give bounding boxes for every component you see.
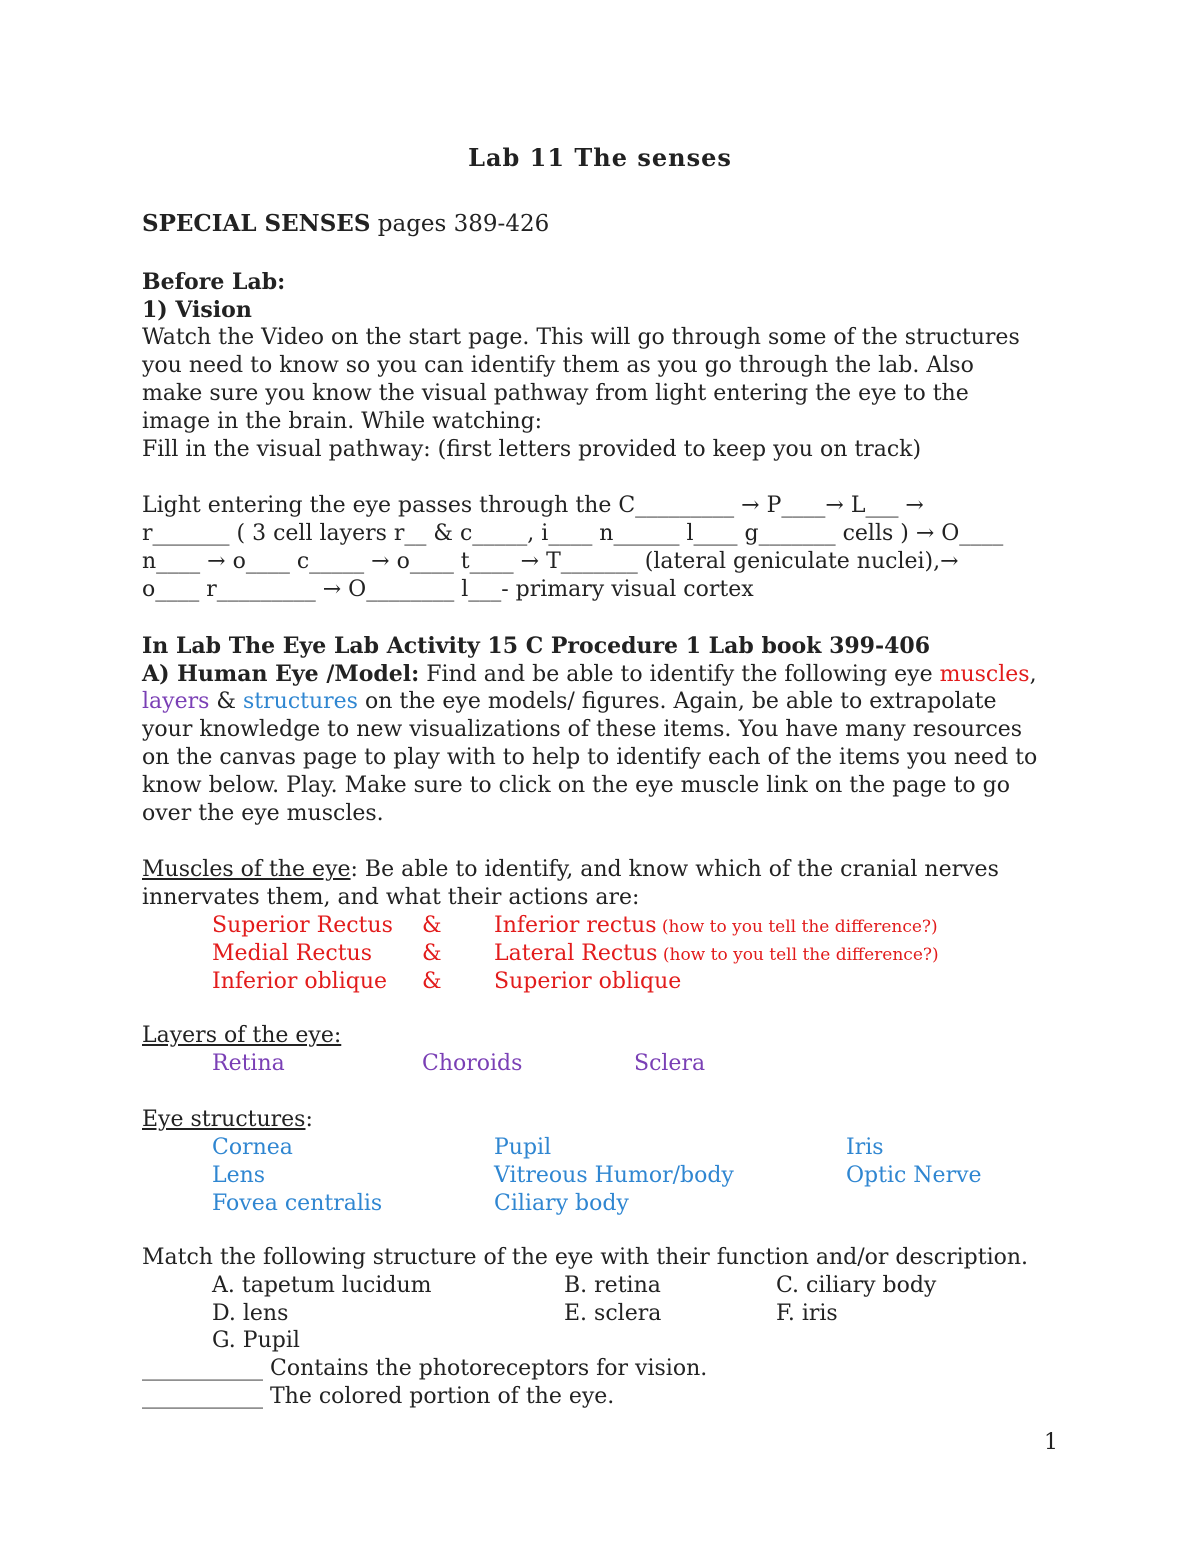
- before-lab-heading: Before Lab:: [142, 269, 286, 295]
- vision-paragraph-line: Fill in the visual pathway: (first letters provided to keep you on track): [142, 437, 922, 462]
- human-eye-line: over the eye muscles.: [142, 801, 384, 826]
- muscles-label: Muscles of the eye: [142, 857, 351, 882]
- human-eye-line: know below. Play. Make sure to click on the eye muscle link on the page to go: [142, 773, 1010, 798]
- human-eye-line: your knowledge to new visualizations of these items. You have many resources: [142, 717, 1023, 742]
- in-lab-heading: In Lab The Eye Lab Activity 15 C Procedure 1 Lab book 399-406: [142, 633, 931, 659]
- structures-colon: :: [305, 1107, 313, 1132]
- muscles-intro-line-1: [142, 856, 999, 884]
- layers-word: layers: [142, 689, 210, 714]
- vision-paragraph-line: you need to know so you can identify them as you go through the lab. Also: [142, 353, 974, 378]
- muscle-note: (how to you tell the difference?): [657, 945, 939, 965]
- match-intro: Match the following structure of the eye with their function and/or description.: [142, 1245, 1029, 1270]
- structure-item: Ciliary body: [494, 1191, 629, 1216]
- match-question: ___________ Contains the photoreceptors for vision.: [142, 1356, 708, 1381]
- page-number: 1: [1044, 1430, 1058, 1455]
- muscle-amp: &: [422, 941, 442, 966]
- special-senses-pages: pages 389-426: [370, 211, 550, 237]
- structure-item: Iris: [846, 1135, 884, 1160]
- human-eye-text: &: [209, 689, 243, 714]
- structure-item: Optic Nerve: [846, 1163, 982, 1188]
- muscle-right: [494, 912, 938, 941]
- muscle-left: Medial Rectus: [212, 941, 373, 966]
- muscle-right-label: Lateral Rectus: [494, 941, 658, 966]
- muscles-word: muscles: [939, 662, 1030, 687]
- structure-item: Fovea centralis: [212, 1191, 383, 1216]
- layer-item: Choroids: [422, 1051, 523, 1076]
- layers-label: Layers of the eye:: [142, 1023, 342, 1048]
- match-option: F. iris: [776, 1301, 838, 1326]
- special-senses-line: [142, 210, 549, 238]
- human-eye-text: Find and be able to identify the following eye: [419, 662, 940, 687]
- muscles-desc: innervates them, and what their actions are:: [142, 885, 640, 910]
- human-eye-label: A) Human Eye /Model:: [142, 661, 420, 687]
- muscles-desc: : Be able to identify, and know which of the cranial nerves: [350, 857, 999, 882]
- match-question: ___________ The colored portion of the eye.: [142, 1384, 615, 1409]
- muscle-note: (how to you tell the difference?): [656, 917, 938, 937]
- human-eye-text: on the eye models/ figures. Again, be able to extrapolate: [357, 689, 997, 714]
- muscle-right: [494, 940, 939, 969]
- vision-paragraph-line: Watch the Video on the start page. This will go through some of the structures: [142, 325, 1020, 350]
- human-eye-text: ,: [1029, 662, 1037, 687]
- pathway-line: r_______ ( 3 cell layers r__ & c_____, i____ n______ l____ g_______ cells ) → O____: [142, 521, 1004, 546]
- match-option: A. tapetum lucidum: [212, 1273, 432, 1298]
- match-option: D. lens: [212, 1301, 289, 1326]
- muscle-right-label: Inferior rectus: [494, 913, 657, 938]
- layer-item: Retina: [212, 1051, 285, 1076]
- muscle-left: Superior Rectus: [212, 913, 393, 938]
- human-eye-line-1: [142, 660, 1037, 689]
- layer-item: Sclera: [634, 1051, 706, 1076]
- pathway-line: n____ → o____ c_____ → o____ t____ → T_______ (lateral geniculate nuclei),→: [142, 549, 959, 574]
- page-title: Lab 11 The senses: [468, 143, 732, 172]
- human-eye-line-2: [142, 688, 997, 716]
- match-option: B. retina: [564, 1273, 661, 1298]
- structures-label: Eye structures: [142, 1107, 306, 1132]
- human-eye-line: on the canvas page to play with to help to identify each of the items you need to: [142, 745, 1038, 770]
- structures-word: structures: [243, 689, 358, 714]
- special-senses-heading: SPECIAL SENSES: [142, 210, 371, 237]
- structure-item: Vitreous Humor/body: [494, 1163, 734, 1188]
- muscle-amp: &: [422, 913, 442, 938]
- structure-item: Lens: [212, 1163, 266, 1188]
- muscle-amp: &: [422, 969, 442, 994]
- match-option: E. sclera: [564, 1301, 662, 1326]
- structure-item: Pupil: [494, 1135, 552, 1160]
- match-option: C. ciliary body: [776, 1273, 937, 1298]
- pathway-line: o____ r_________ → O________ l___- primary visual cortex: [142, 577, 754, 602]
- vision-heading: 1) Vision: [142, 297, 252, 323]
- match-option: G. Pupil: [212, 1328, 300, 1353]
- vision-paragraph-line: image in the brain. While watching:: [142, 409, 543, 434]
- muscle-left: Inferior oblique: [212, 969, 388, 994]
- muscle-right: Superior oblique: [494, 969, 682, 994]
- vision-paragraph-line: make sure you know the visual pathway from light entering the eye to the: [142, 381, 969, 406]
- structure-item: Cornea: [212, 1135, 293, 1160]
- pathway-line: Light entering the eye passes through the C_________ → P____→ L___ →: [142, 493, 924, 518]
- structures-label-line: [142, 1106, 313, 1134]
